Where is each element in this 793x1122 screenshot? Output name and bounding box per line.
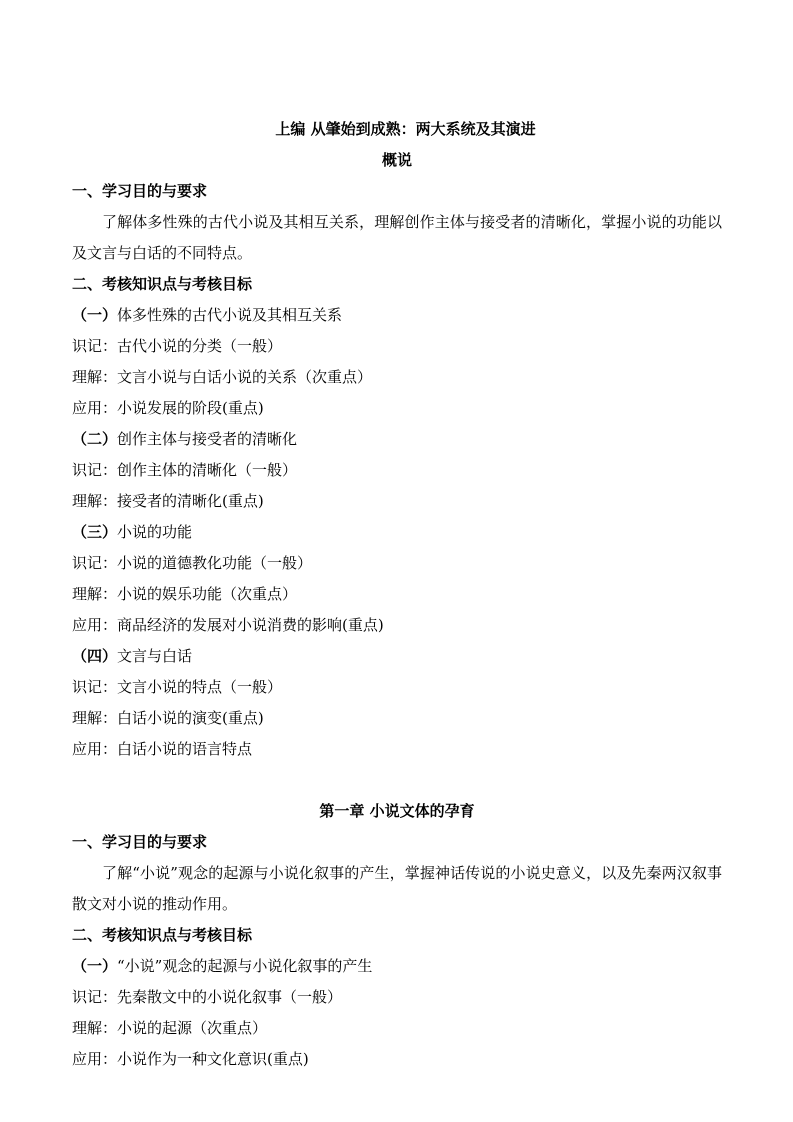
document-page	[72, 114, 722, 1075]
section-number: （一）	[72, 306, 118, 324]
section-number: （二）	[72, 430, 118, 448]
chapter-title: 第一章 小说文体的孕育	[319, 802, 475, 820]
section-spacer	[72, 765, 722, 796]
list-item: 识记：小说的道德教化功能（一般）	[72, 554, 313, 572]
list-item: 应用：白话小说的语言特点	[72, 740, 253, 758]
section-title: 创作主体与接受者的清晰化	[117, 430, 298, 448]
overview-section-1	[72, 300, 722, 331]
list-item: 识记：古代小说的分类（一般）	[72, 337, 283, 355]
chapter-heading-purpose: 一、学习目的与要求	[72, 833, 208, 851]
overview-title: 概说	[381, 151, 412, 169]
section-title: 文言与白话	[117, 647, 193, 665]
overview-section-2	[72, 424, 722, 455]
list-item: 理解：小说的娱乐功能（次重点）	[72, 585, 298, 603]
list-item: 应用：商品经济的发展对小说消费的影响(重点)	[72, 616, 384, 634]
section-number: （一）	[72, 957, 118, 975]
section-title: 小说的功能	[117, 523, 193, 541]
list-item: 应用：小说作为一种文化意识(重点)	[72, 1050, 309, 1068]
list-item: 应用：小说发展的阶段(重点)	[72, 399, 264, 417]
list-item: 理解：接受者的清晰化(重点)	[72, 492, 264, 510]
list-item: 识记：文言小说的特点（一般）	[72, 678, 283, 696]
list-item: 理解：白话小说的演变(重点)	[72, 709, 264, 727]
list-item: 理解：小说的起源（次重点）	[72, 1019, 268, 1037]
section-title: 体多性殊的古代小说及其相互关系	[117, 306, 343, 324]
list-item: 识记：创作主体的清晰化（一般）	[72, 461, 298, 479]
list-item: 识记：先秦散文中的小说化叙事（一般）	[72, 988, 343, 1006]
chapter-section-1	[72, 951, 722, 982]
section-title: “小说”观念的起源与小说化叙事的产生	[117, 957, 373, 975]
overview-section-4	[72, 641, 722, 672]
chapter-purpose-paragraph: 了解“小说”观念的起源与小说化叙事的产生，掌握神话传说的小说史意义，以及先秦两汉叙事散文对小说的推动作用。	[72, 864, 722, 913]
overview-purpose-paragraph: 了解体多性殊的古代小说及其相互关系，理解创作主体与接受者的清晰化，掌握小说的功能以及文言与白话的不同特点。	[72, 213, 722, 262]
section-number: （四）	[72, 647, 118, 665]
overview-section-3	[72, 517, 722, 548]
list-item: 理解：文言小说与白话小说的关系（次重点）	[72, 368, 373, 386]
part-title: 上编 从肇始到成熟：两大系统及其演进	[275, 120, 536, 138]
section-number: （三）	[72, 523, 118, 541]
overview-heading-knowledge: 二、考核知识点与考核目标	[72, 275, 253, 293]
overview-heading-purpose: 一、学习目的与要求	[72, 182, 208, 200]
chapter-heading-knowledge: 二、考核知识点与考核目标	[72, 926, 253, 944]
